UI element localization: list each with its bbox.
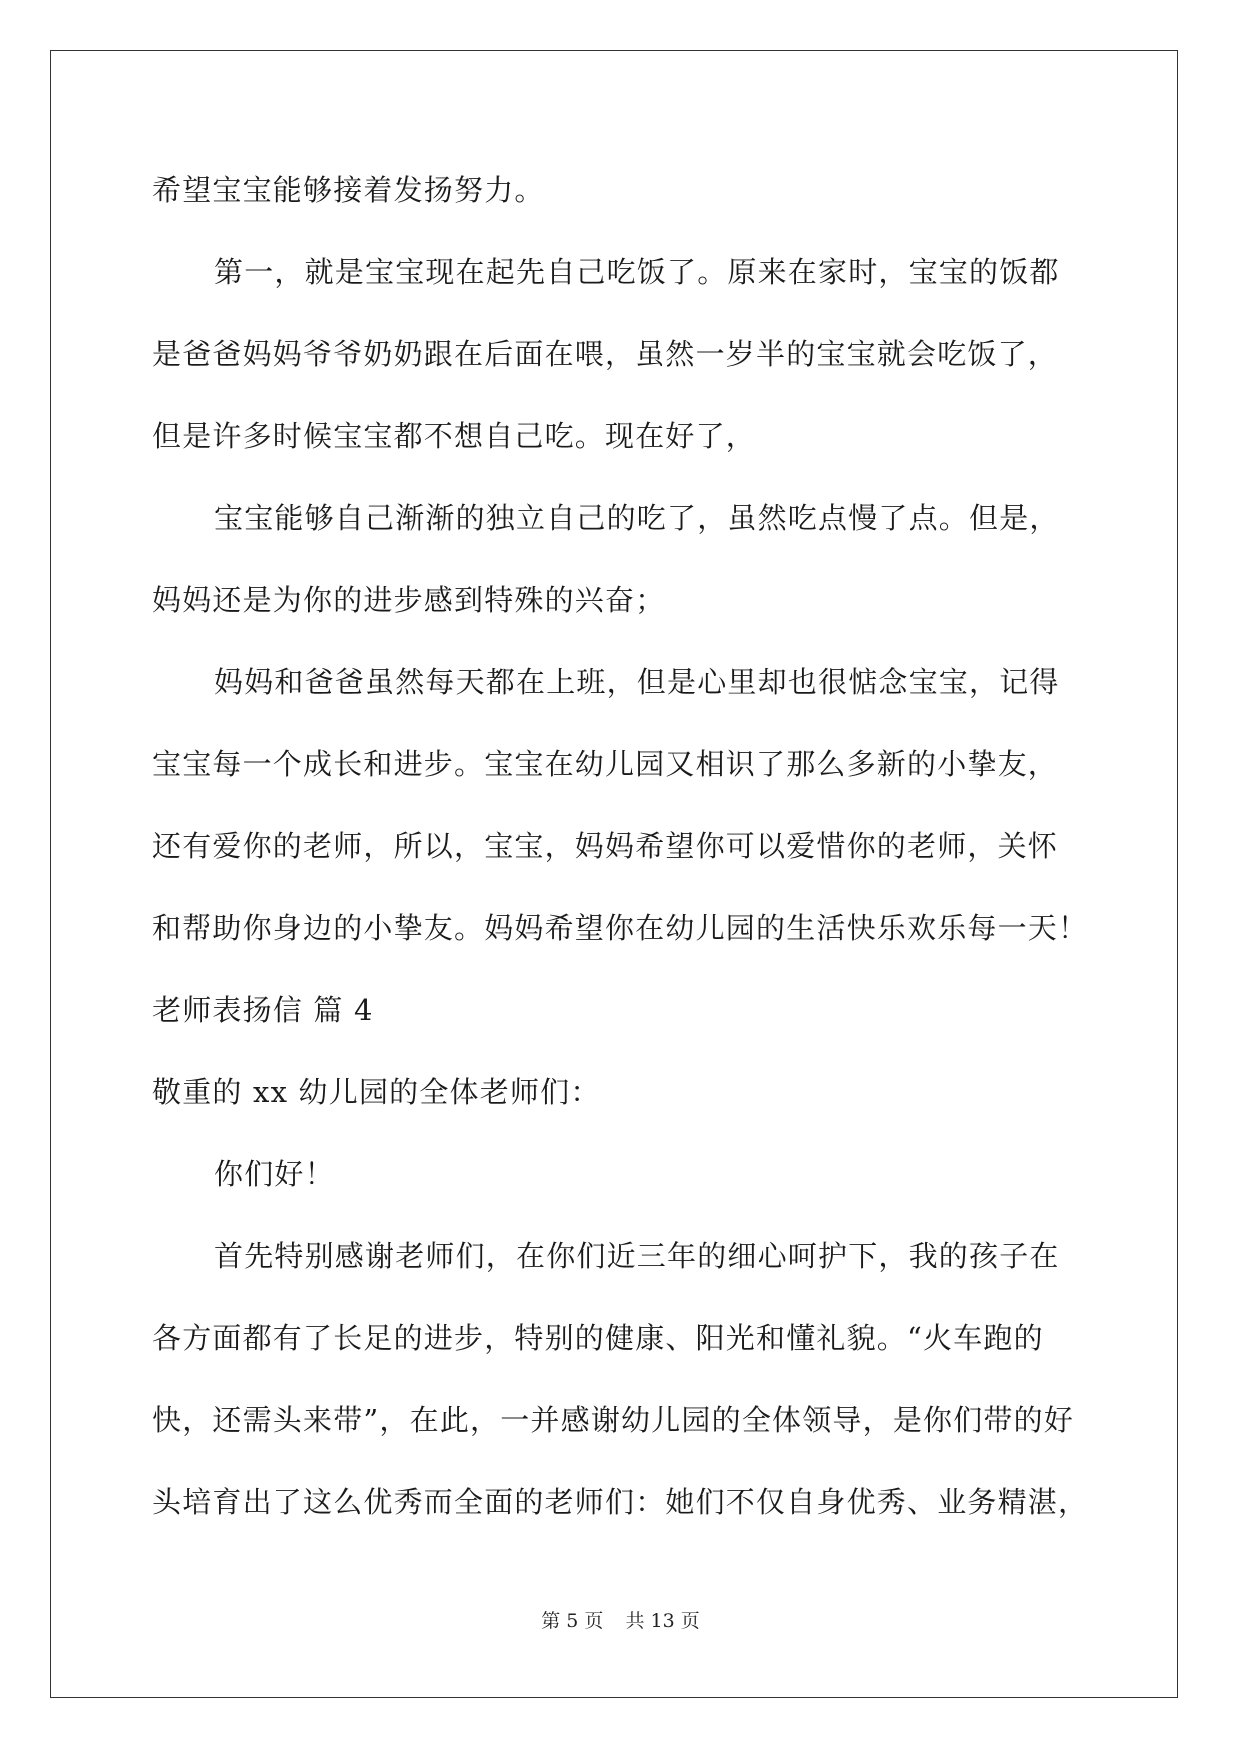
text-line: 宝宝每一个成长和进步。宝宝在幼儿园又相识了那么多新的小挚友， [152, 747, 1059, 781]
text-line: 各方面都有了长足的进步，特别的健康、阳光和懂礼貌。“火车跑的 [152, 1321, 1044, 1355]
section-heading: 老师表扬信 篇 4 [152, 993, 374, 1027]
paragraph-first-line: 首先特别感谢老师们，在你们近三年的细心呵护下，我的孩子在 [214, 1239, 1060, 1273]
paragraph-first-line: 第一，就是宝宝现在起先自己吃饭了。原来在家时，宝宝的饭都 [214, 255, 1060, 289]
text-line: 妈妈还是为你的进步感到特殊的兴奋； [152, 583, 666, 617]
page-border [50, 50, 1178, 1698]
text-line: 快，还需头来带”，在此，一并感谢幼儿园的全体领导，是你们带的好 [152, 1403, 1075, 1437]
salutation: 敬重的 xx 幼儿园的全体老师们： [152, 1075, 601, 1109]
page-number: 第 5 页 [541, 1610, 604, 1632]
paragraph-first-line: 宝宝能够自己渐渐的独立自己的吃了，虽然吃点慢了点。但是， [214, 501, 1060, 535]
text-line: 和帮助你身边的小挚友。妈妈希望你在幼儿园的生活快乐欢乐每一天！ [152, 911, 1089, 945]
greeting: 你们好！ [214, 1157, 335, 1191]
text-line: 但是许多时候宝宝都不想自己吃。现在好了， [152, 419, 757, 453]
page-total: 共 13 页 [625, 1610, 700, 1632]
page-footer [0, 1609, 1241, 1633]
text-line: 是爸爸妈妈爷爷奶奶跟在后面在喂，虽然一岁半的宝宝就会吃饭了， [152, 337, 1059, 371]
text-line: 头培育出了这么优秀而全面的老师们：她们不仅自身优秀、业务精湛， [152, 1485, 1089, 1519]
paragraph-first-line: 妈妈和爸爸虽然每天都在上班，但是心里却也很惦念宝宝，记得 [214, 665, 1060, 699]
text-line: 希望宝宝能够接着发扬努力。 [152, 173, 545, 207]
text-line: 还有爱你的老师，所以，宝宝，妈妈希望你可以爱惜你的老师，关怀 [152, 829, 1059, 863]
